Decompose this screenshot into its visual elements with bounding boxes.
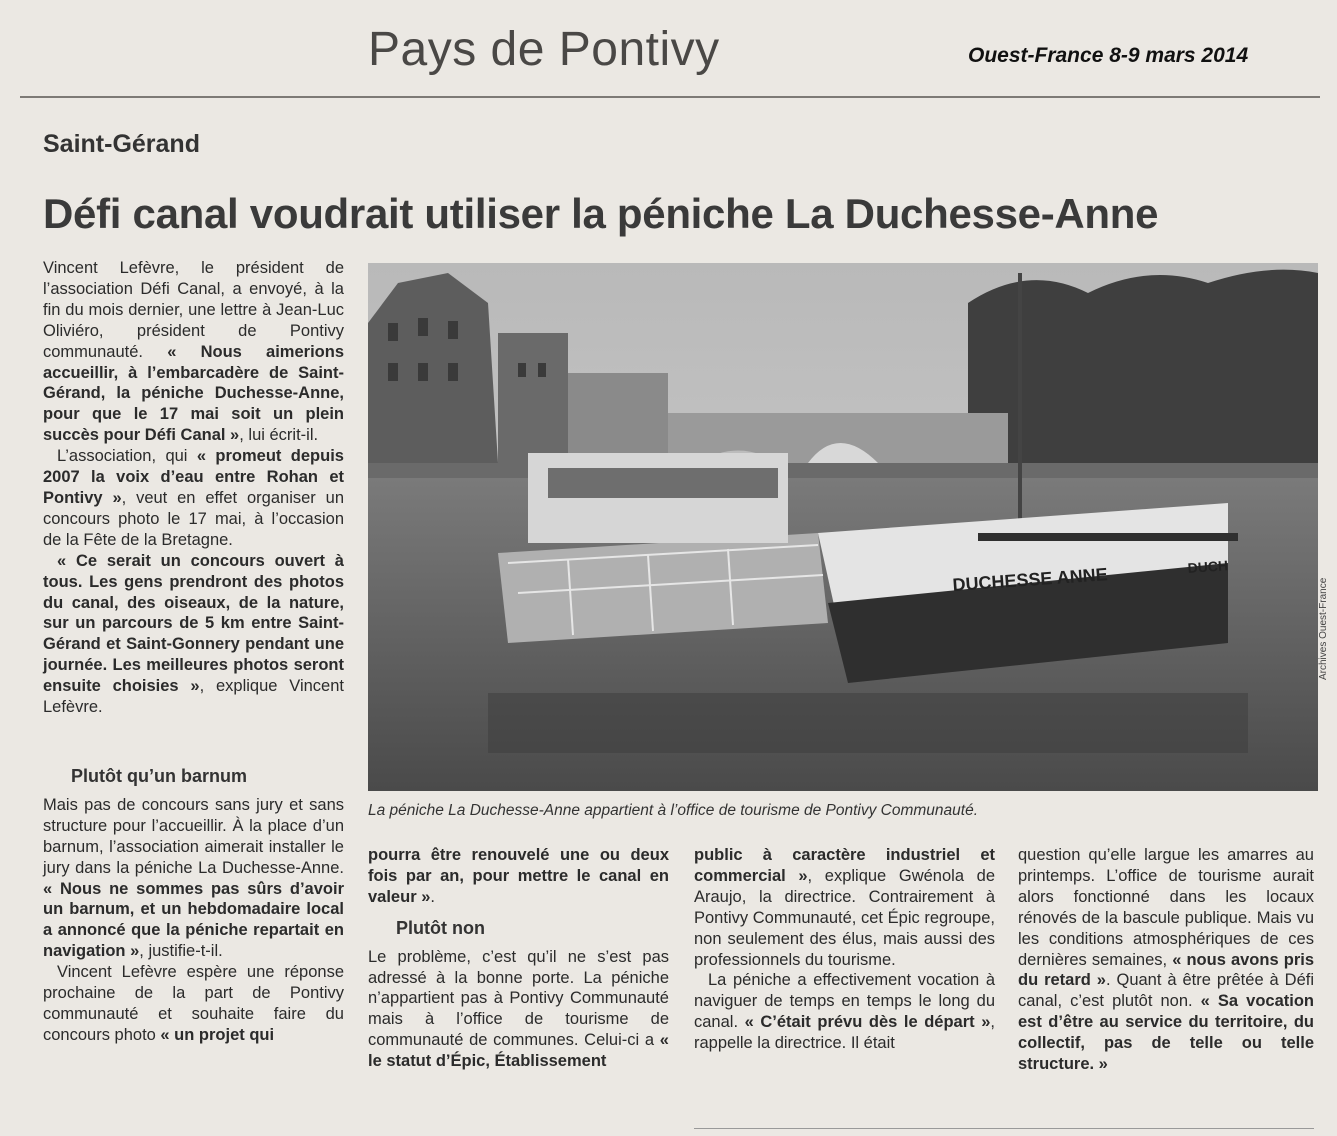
article-kicker: Saint-Gérand xyxy=(43,130,200,158)
text: , lui écrit-il. xyxy=(239,426,319,445)
text: , rappelle la directrice. Il était xyxy=(694,1013,995,1053)
photo-caption: La péniche La Duchesse-Anne appartient à l’office de tourisme de Pontivy Communauté. xyxy=(368,802,979,819)
quote: « Nous aimerions accueillir, à l’embarcadère de Saint-Gérand, la péniche Duchesse-Anne, pour que le 17 mai soit un plein succès pour Défi Canal » xyxy=(43,342,344,445)
text: , explique Gwénola de Araujo, la directrice. Contrairement à Pontivy Communauté, cet Épic regroupe, non seulement des élus, mais aussi des professionnels du tourisme. xyxy=(694,866,995,969)
quote: « nous avons pris du retard » xyxy=(1018,950,1314,990)
column-1 xyxy=(43,258,344,718)
text: Vincent Lefèvre espère une réponse prochaine de la part de Pontivy communauté et souhaite faire du concours photo xyxy=(43,963,344,1044)
text: question qu’elle largue les amarres au printemps. L’office de tourisme aurait alors fonctionné dans les locaux rénovés de la bascule publique. Mais vu les conditions atmosphériques de ces dernières semaines, xyxy=(1018,846,1314,969)
paragraph-1 xyxy=(43,258,344,446)
boat-name-bow: DUCH xyxy=(1187,557,1229,576)
photo-credit: Archives Ouest-France xyxy=(1318,577,1329,680)
paragraph-2 xyxy=(43,446,344,551)
text: La péniche a effectivement vocation à naviguer de temps en temps le long du canal. xyxy=(694,971,995,1032)
text: , veut en effet organiser un concours photo le 17 mai, à l’occasion de la Fête de la Bretagne. xyxy=(43,488,345,549)
quote: « Sa vocation est d’être au service du territoire, du collectif, pas de telle ou telle structure. » xyxy=(1018,992,1314,1074)
quote: « un projet qui xyxy=(160,1025,275,1044)
paragraph-6 xyxy=(368,947,669,1072)
paragraph-3 xyxy=(43,551,344,718)
section-title: Pays de Pontivy xyxy=(368,23,720,76)
photo-illustration xyxy=(368,263,1318,791)
text: , explique Vincent Lefèvre. xyxy=(43,677,344,717)
text: . Quant à être prêtée à Défi canal, c’est plutôt non. xyxy=(1018,971,1314,1011)
column-2 xyxy=(368,845,669,1072)
quote: pourra être renouvelé une ou deux fois par an, pour mettre le canal en valeur » xyxy=(368,846,669,906)
column-1-continued xyxy=(43,766,344,1046)
quote: « Ce serait un concours ouvert à tous. Les gens prendront des photos du canal, des oiseaux, de la nature, sur un parcours de 5 km entre Saint-Gérand et Saint-Gonnery pendant une journée. Les meilleures photos seront ensuite choisies » xyxy=(43,551,344,696)
text: . xyxy=(430,887,435,906)
paragraph-5-continued xyxy=(368,845,669,908)
paragraph-7-continued xyxy=(1018,845,1314,1075)
text: , justifie-t-il. xyxy=(139,942,223,961)
quote: « C’était prévu dès le départ » xyxy=(744,1013,991,1032)
paragraph-4 xyxy=(43,795,344,962)
header-rule xyxy=(20,96,1320,98)
paragraph-5 xyxy=(43,962,344,1046)
bottom-rule xyxy=(694,1128,1314,1129)
text: Vincent Lefèvre, le président de l’association Défi Canal, a envoyé, à la fin du mois dernier, une lettre à Jean-Luc Oliviéro, président de Pontivy communauté. xyxy=(43,259,344,361)
column-4 xyxy=(1018,845,1314,1075)
quote: « promeut depuis 2007 la voix d’eau entre Rohan et Pontivy » xyxy=(43,447,344,507)
quote: « Nous ne sommes pas sûrs d’avoir un barnum, et un hebdomadaire local a annoncé que la péniche repartait en navigation » xyxy=(43,879,344,961)
source-label: Ouest-France 8-9 mars 2014 xyxy=(968,44,1249,67)
article-photo xyxy=(368,263,1318,791)
paragraph-6-continued xyxy=(694,845,995,970)
text: Mais pas de concours sans jury et sans structure pour l’accueillir. À la place d’un barnum, l’association aimerait installer le jury dans la péniche La Duchesse-Anne. xyxy=(43,795,344,877)
boat-name: DUCHESSE ANNE xyxy=(951,564,1109,595)
subhead: Plutôt qu’un barnum xyxy=(71,766,247,786)
paragraph-7 xyxy=(694,970,995,1054)
quote: public à caractère industriel et commercial » xyxy=(694,846,995,885)
text: Le problème, c’est qu’il ne s’est pas adressé à la bonne porte. La péniche n’appartient pas à Pontivy Communauté mais à l’office de tourisme de communauté de communes. Celui-ci a xyxy=(368,947,669,1050)
subhead: Plutôt non xyxy=(396,917,485,938)
quote: « le statut d’Épic, Établissement xyxy=(368,1031,669,1071)
article-headline: Défi canal voudrait utiliser la péniche La Duchesse-Anne xyxy=(43,190,1159,237)
text: L’association, qui xyxy=(57,447,188,466)
column-3 xyxy=(694,845,995,1054)
